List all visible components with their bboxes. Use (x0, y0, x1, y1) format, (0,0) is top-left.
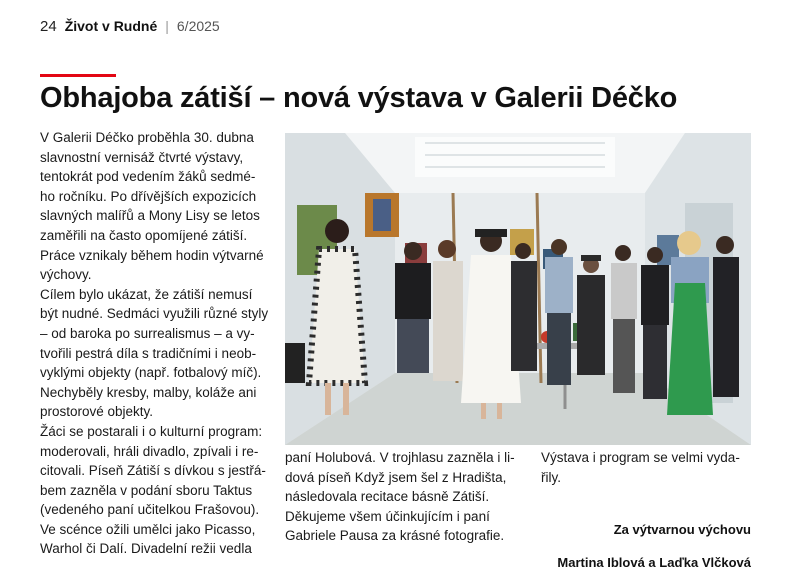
article-text-line: prostorové objekty. (40, 404, 154, 420)
group-photo-icon (285, 133, 751, 445)
article-text-line: bem zazněla v podání sboru Taktus (40, 482, 253, 498)
article-text-line: řily. (541, 469, 561, 485)
page-header (40, 18, 220, 35)
article-text-line: ho ročníku. Po dřívějších expozicích (40, 188, 257, 204)
page-number: 24 (40, 18, 57, 35)
article-text-line: být nudné. Sedmáci využili různé styly (40, 306, 269, 322)
article-text-line: citovali. Píseň Zátiší s dívkou s jestřá- (40, 463, 266, 479)
exhibition-photo (285, 133, 751, 445)
article-text-line: Ve scénce ožili umělci jako Picasso, (40, 521, 256, 537)
article-text-line: slavnostní vernisáž čtvrté výstavy, (40, 149, 244, 165)
title-accent-bar (40, 74, 116, 77)
article-text-line: Warhol či Dalí. Divadelní režii vedla (40, 541, 252, 557)
article-text-line: slavných malířů a Mony Lisy se letos (40, 208, 260, 224)
credit-line: Za výtvarnou výchovu (613, 522, 751, 537)
issue-number: 6/2025 (176, 18, 220, 34)
article-column-2 (285, 448, 523, 546)
article-text-line: (vedeného paní učitelkou Frašovou). (40, 502, 260, 518)
article-text-line: Děkujeme všem účinkujícím i paní (285, 508, 490, 524)
article-text-line: zaměřili na často opomíjené zátiší. (40, 227, 248, 243)
article-text-line: Výstava i program se velmi vyda- (541, 450, 740, 465)
article-text-line: dová píseň Když jsem šel z Hradišta, (285, 469, 507, 485)
article-text-line: moderovali, hráli divadlo, zpívali i re- (40, 443, 259, 459)
article-text-line: paní Holubová. V trojhlasu zazněla i li- (285, 450, 515, 465)
article-text-line: Cílem bylo ukázat, že zátiší nemusí (40, 286, 253, 302)
article-text-line: následovala recitace básně Zátiší. (285, 489, 490, 505)
article-column-1 (40, 128, 272, 559)
article-text-line: Nechyběly kresby, malby, koláže ani (40, 384, 257, 400)
credit-line: Martina Iblová a Laďka Vlčková (557, 554, 751, 570)
article-text-line: výchovy. (40, 267, 92, 283)
article-column-3 (541, 448, 753, 487)
article-text-line: Gabriele Pausa za krásné fotografie. (285, 528, 505, 544)
article-text-line: tvořili pestrá díla s tradičními i neob- (40, 345, 257, 361)
article-text-line: Žáci se postarali i o kulturní program: (40, 423, 263, 439)
article-text-line: V Galerii Déčko proběhla 30. dubna (40, 130, 254, 145)
header-separator: | (165, 18, 169, 34)
article-credit (541, 507, 751, 585)
article-title: Obhajoba zátiší – nová výstava v Galerii Déčko (40, 82, 678, 114)
article-text-line: tentokrát pod vedením žáků sedmé- (40, 169, 256, 185)
magazine-name: Život v Rudné (64, 18, 158, 34)
article-text-line: – od baroka po surrealismus – a vy- (40, 325, 255, 341)
article-text-line: Práce vznikaly během hodin výtvarné (40, 247, 264, 263)
article-text-line: vyklými objekty (např. fotbalový míč). (40, 365, 262, 381)
